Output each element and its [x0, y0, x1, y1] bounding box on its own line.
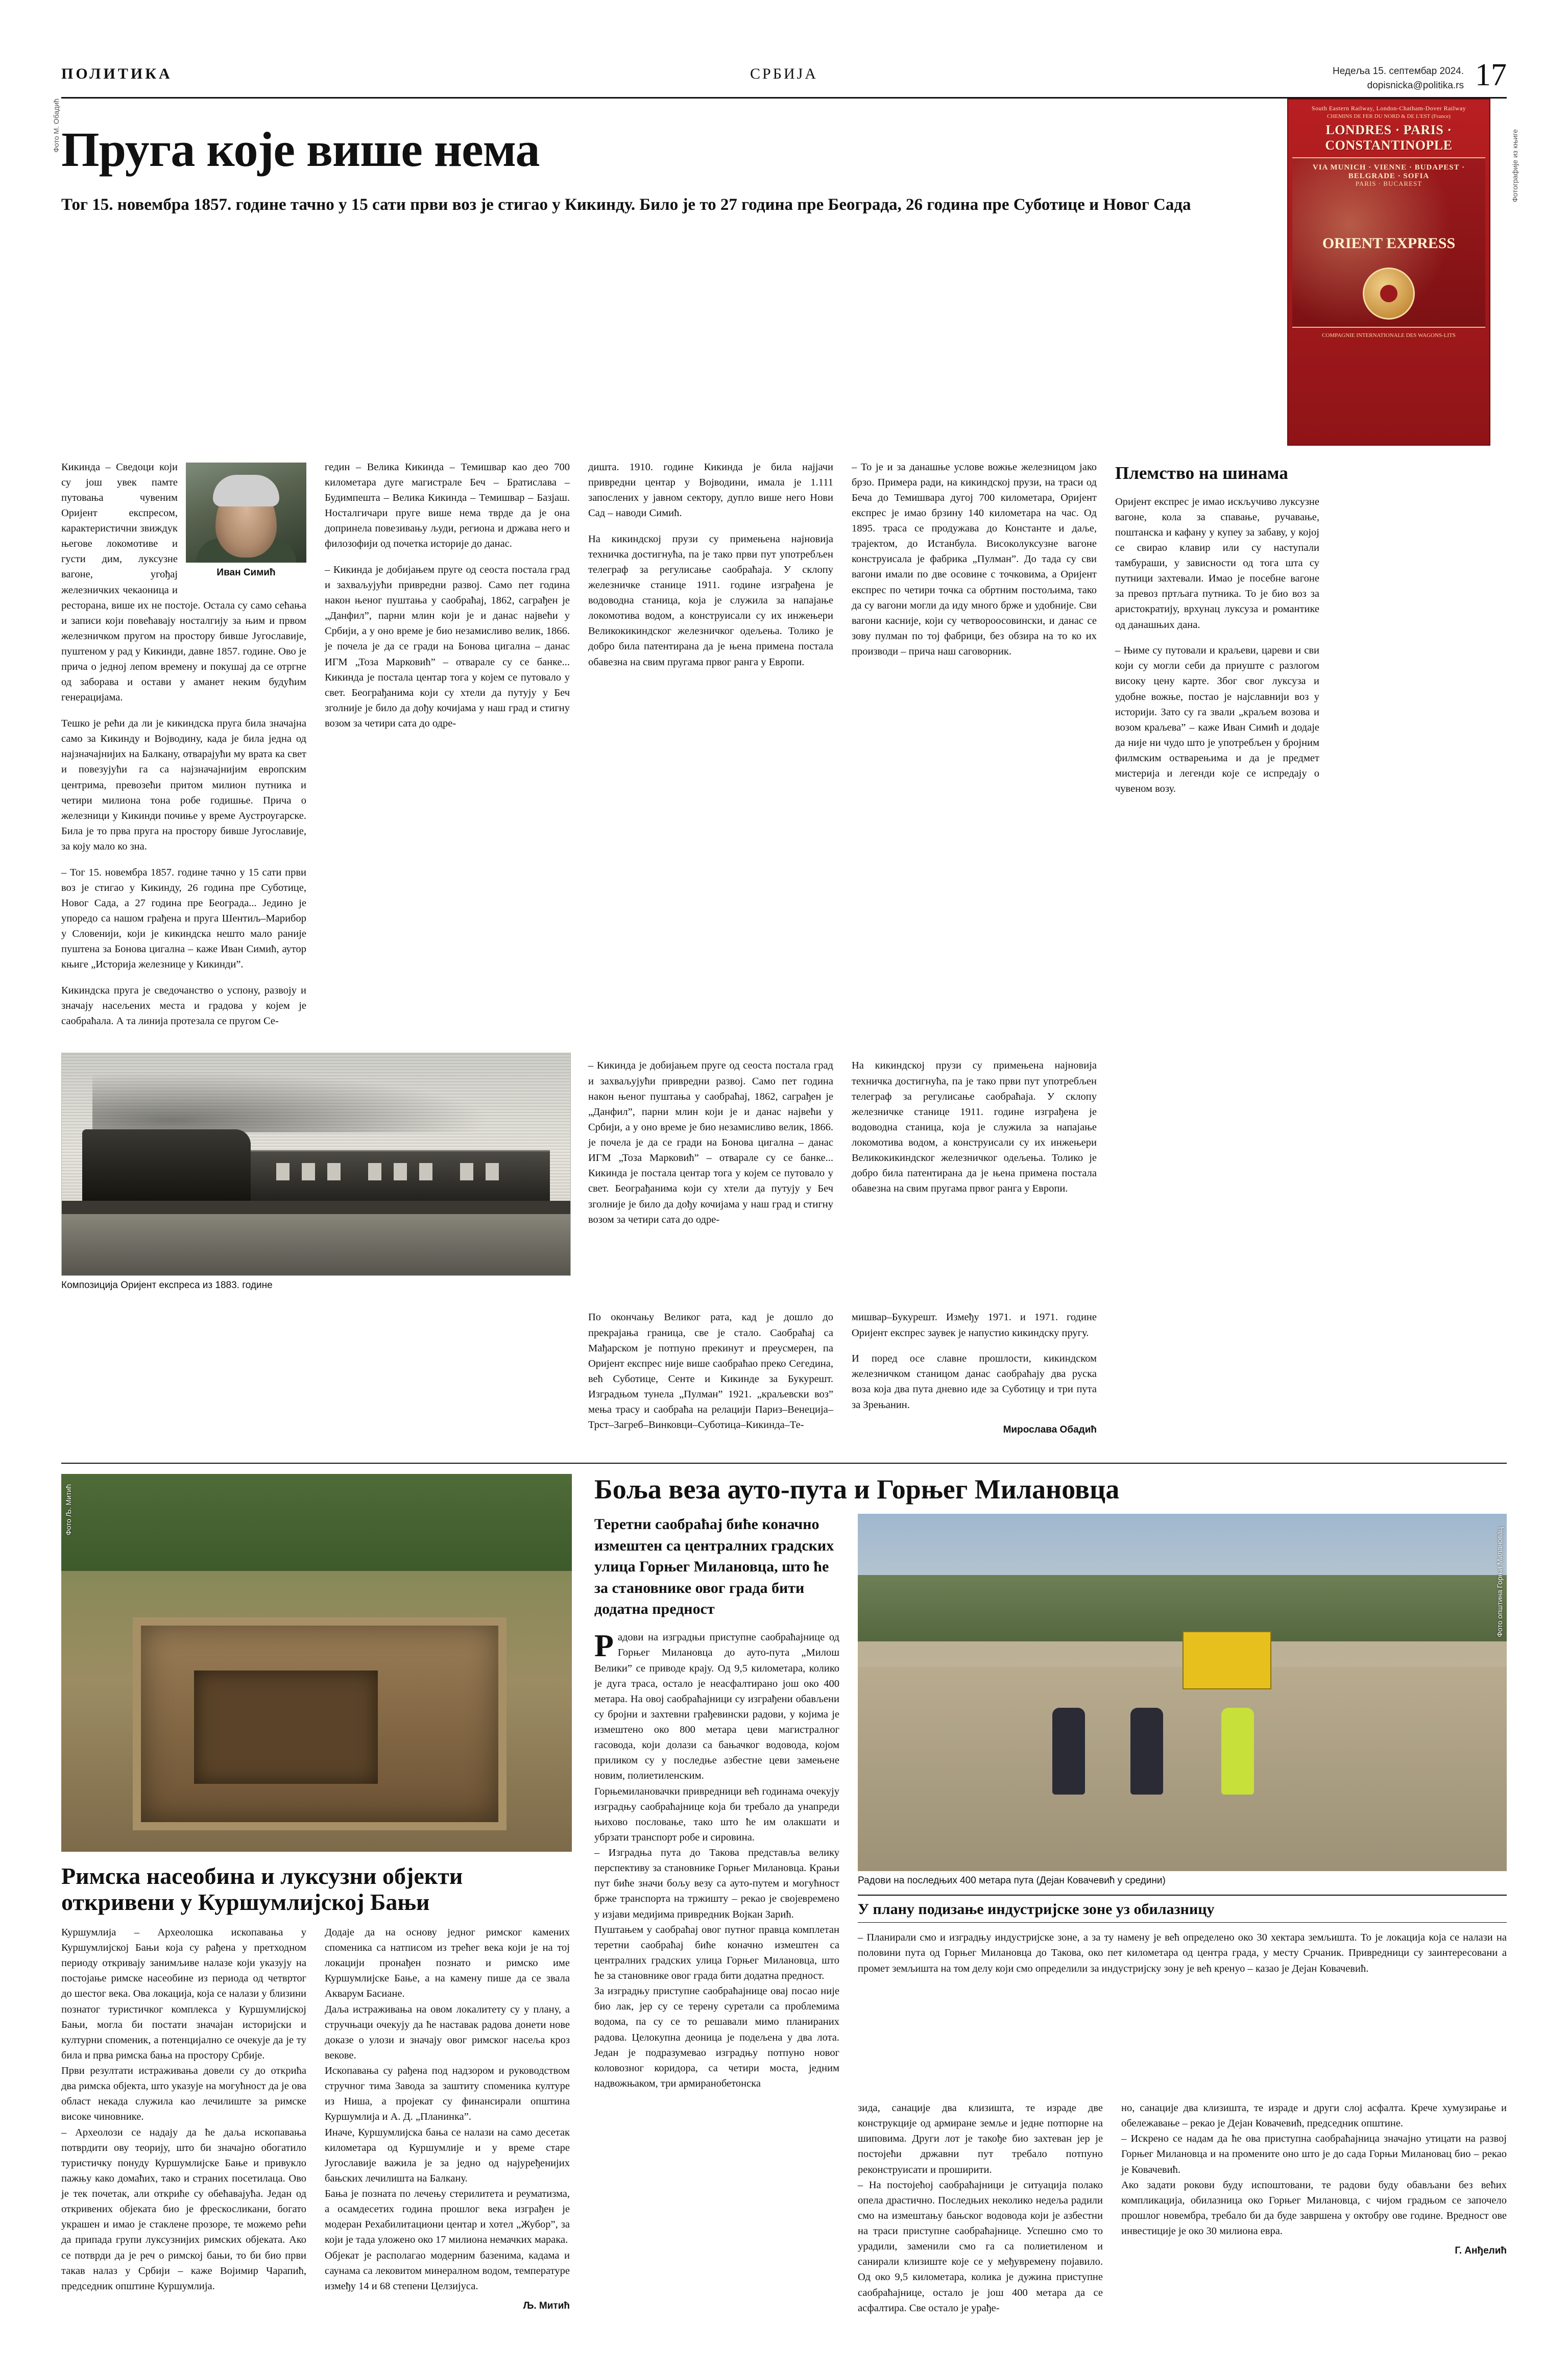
paragraph: гедин – Велика Кикинда – Темишвар као део 700 километара дуге магистрале Беч – Братислава – Будимпешта – Велика Кикинда – Темишвар – Базјаш. Носталгичари пруге више нема тврде да је она допринела повезивању људи, региона и држава него и филозофији од почетка историје до данас.	[325, 461, 570, 550]
closing-column-1-body	[588, 1310, 833, 1433]
paragraph: – Њиме су путовали и краљеви, цареви и сви који су могли себи да приуште с разлогом високу цену карте. Због свог луксуза и удобне вожње, постао је најславнији воз у историји. Зато су га звали „краљем возова и возом краљева” – каже Иван Симић и додаје да није ни чудо што је употребљен у бројним филмским остварењима и да је предмет мистерија и легенди које се испредају о чувеном возу.	[1115, 645, 1319, 795]
poster-title: LONDRES · PARIS · CONSTANTINOPLE	[1325, 123, 1453, 153]
portrait-caption: Иван Симић	[216, 567, 276, 578]
paragraph: За изградњу приступне саобраћајнице овај посао није био лак, јер су се терену суретали са проблемима водома, па су се то решавали мимо планираних радова. Целокупна деоница је подељена у два лота. Један је подразумевао изградњу потпуно новог коловозног коридора, са четири моста, једним надвожњаком, три армиранобетонска	[594, 1985, 839, 2089]
article-byline: Мирослава Обадић	[1003, 1424, 1097, 1436]
page-number: 17	[1475, 58, 1507, 92]
masthead-section: СРБИЈА	[750, 65, 818, 82]
paragraph: Ископавања су рађена под надзором и руководством стручног тима Завода за заштиту споменика културе из Ниша, а пројекат су финансирали општина Куршумлија и А. Д. „Планинка”.	[325, 2065, 570, 2123]
paragraph: Први резултати истраживања довели су до открића два римска објекта, што указује на могућност да је ова област некада служила као лечилиште за римске високе чиновнике.	[61, 2065, 306, 2123]
sidebar-title: Племство на шинама	[1115, 463, 1288, 483]
poster-route: VIA MUNICH · VIENNE · BUDAPEST · BELGRADE · SOFIA	[1312, 163, 1465, 180]
road-right-column	[858, 1514, 1507, 2091]
road-box-title: У плану подизање индустријске зоне уз обилазницу	[858, 1895, 1507, 1923]
paragraph: – Изградња пута до Такова представља велику перспективу за становнике Горњег Милановца. Крањи пут биће значи бољу везу са ауто-путем и могућност брже транспорта на тржишту – рекао је својевремено у изјави медијима привредник Војкан Зарић.	[594, 1847, 839, 1920]
paragraph: но, санације два клизишта, те израде и други слој асфалта. Крече хумузирање и обележавање – рекао је Дејан Ковачевић, председник општине.	[1121, 2102, 1507, 2129]
paragraph: По окончању Великог рата, кад је дошло до прекрајања граница, све је стало. Саобраћај са Мађарском је потпуно прекинут и преусмерен, па Оријент експрес није више саобраћао преко Сегедина, већ Суботице, Сенте и Кикинде за Букурешт. Изградњом тунела „Пулман” 1921. „краљевски воз” мења трасу и саобраћа на релацији Париз–Венеција–Трст–Загреб–Винковци–Суботица–Кикинда–Те-	[588, 1312, 833, 1431]
paragraph: – На постојећој саобраћајници је ситуација полако опела драстично. Последњих неколико недеља радили смо на измештању бањског водовода који је азбестни на траси приступне саобраћајнице. Успешно смо то урадили, заменили смо га са полиетиленом и санирали клизиште које се у међувремену појавило. Од око 9,5 километара, колика је дужина приступне саобраћајнице, остало је још 400 метара да се асфалтира. Све остало је урађе-	[858, 2179, 1103, 2314]
paragraph: – То је и за данашње услове вожње железницом јако брзо. Примера ради, на кикиндској прузи, на траси од Беча до Темишвара дугој 700 километара, Оријент експрес је имао брзину 140 километара на час. Од 1895. траса се продужава до Константе и даље, трајектом, до Истанбула. Високолуксузне вагоне конструисала је фабрика „Пулман”. До тада су сви вагони имали по две осовине с точковима, а Оријент експрес по четири точка са обртним постољима, тако да су вагони могли да иду много брже и удобније. Сви вагони касније, који су четвороосовински, и данас се зову пулман по тој фабрици, без обзира на то ко их производи – прича наш саговорник.	[852, 461, 1097, 657]
poster-credit: Фотографије из књиге	[1511, 129, 1519, 203]
road-body-1	[594, 1630, 839, 1783]
road-photo-credit: Фото општина Горњи Милановац	[1495, 1527, 1504, 1637]
poster-brand: ORIENT EXPRESS	[1322, 235, 1456, 252]
poster-footer: COMPAGNIE INTERNATIONALE DES WAGONS-LITS	[1322, 332, 1456, 338]
lower-column-1-body	[588, 1058, 833, 1227]
closing-column-1	[588, 1299, 833, 1443]
road-headline: Боља веза ауто-пута и Горњег Милановца	[594, 1473, 1120, 1505]
lower-column-2	[852, 1048, 1097, 1291]
column-2	[325, 449, 570, 1039]
paragraph: Ако задати рокови буду испоштовани, те радови буду обављани без већих компликација, обилазница око Горњег Милановца, с чијом градњом се започело прошлог новембра, требало би да буде завршена у октобру ове године. Вредност ове инвестиције је око 30 милиона евра.	[1121, 2179, 1507, 2237]
closing-column-2-body	[852, 1310, 1097, 1437]
article-road	[594, 1474, 1507, 2316]
archeology-columns	[61, 1925, 572, 2313]
paragraph: Кикиндска пруга је сведочанство о успону, развоју и значају насељених места и градова у којем је саобраћала. А та линија протезала се пругом Се-	[61, 985, 306, 1027]
paragraph: Додаје да на основу једног римског камених споменика са натписом из трећег века који је на тој локацији пронађен познато и римско име Куршумлијске Бање, а на камену пише да се звала Акварум Басиане.	[325, 1926, 570, 2000]
article-pruga	[52, 99, 1519, 1443]
person-figure	[1130, 1708, 1163, 1795]
column-4	[852, 449, 1097, 1039]
poster-cities: PARIS · BUCAREST	[1355, 180, 1422, 187]
column-2-body	[325, 459, 570, 732]
article-standfirst: Тог 15. новембра 1857. године тачно у 15 сати први воз је стигао у Кикинду. Било је то 27 година пре Београда, 26 година пре Суботице и Новог Сада	[61, 195, 1191, 214]
portrait-image	[186, 463, 306, 563]
sidebar-body	[1115, 494, 1319, 797]
paragraph: – Кикинда је добијањем пруге од сеоста постала град и захваљујући привредни развој. Само пет година након њеног пуштања у саобраћај, 1862, саграђен је „Данфил”, парни млин који је и данас највећи у Србији, а у оно време је био незамисливо велик, 1866. је почела је да се гради на Бонова цигална – данас ИГМ „Тоза Марковић” – отварале су се банке... Кикинда је постала центар тога у којем се путовало у свет. Београђанима који су хтели да путују у Беч зголније је било да дођу кочијама у наш град и стигну возом за четири сата до одре-	[588, 1060, 833, 1225]
closing-row	[61, 1299, 1507, 1443]
person-figure	[1052, 1708, 1085, 1795]
article-archeology	[61, 1474, 572, 2316]
paragraph: Иначе, Куршумлијска бања се налази на само десетак километара од Куршумлије и у време старе Југославије важила је за једно од најуређенијих бањских лечилишта на Балкану.	[325, 2126, 570, 2184]
engraving-locomotive	[82, 1129, 251, 1201]
archeology-byline: Љ. Митић	[523, 2300, 570, 2311]
paragraph: – Тог 15. новембра 1857. године тачно у 15 сати први воз је стигао у Кикинду, 26 година пре Суботице, Новог Сада, а 27 година пре Београда... Једино је упоредо са нашом грађена и пруга Шентиљ–Марибор у Словенији, који је кикиндска нешто мало раније пуштена за Бонова цигална – каже Иван Симић, аутор књиге „Историја железнице у Кикинди”.	[61, 866, 306, 971]
road-byline: Г. Анђелић	[1455, 2245, 1507, 2257]
masthead	[61, 58, 1507, 99]
photo-road-surface	[858, 1667, 1507, 1871]
column-3-body	[588, 459, 833, 670]
lower-columns	[588, 1048, 1507, 1291]
paragraph: Бања је позната по лечењу стерилитета и реуматизма, а осамдесетих година прошлог века изграђен је модеран Рехабилитациони центар и хотел „Жубор”, за који је тада уложено око 17 милиона немачких марака.	[325, 2188, 570, 2246]
lower-section	[61, 1474, 1507, 2316]
road-photo	[858, 1514, 1507, 1871]
section-divider	[61, 1463, 1507, 1464]
orient-express-poster-image	[1287, 99, 1490, 446]
masthead-logo: ПОЛИТИКА	[61, 65, 173, 82]
engraving-smoke	[92, 1071, 491, 1132]
orient-express-poster-figure	[1287, 99, 1519, 446]
road-body-1b	[594, 1784, 839, 2092]
archeology-column-1	[61, 1925, 306, 2313]
train-engraving-image	[61, 1053, 571, 1276]
paragraph: зида, санације два клизишта, те израде две конструкције од армиране земље и једне потпорне на шиповима. Други лот је такође био захтеван јер је постојећи државни пут требало потпуно реконструисати и проширити.	[858, 2102, 1103, 2175]
engraving-ground	[62, 1206, 570, 1275]
archeology-headline: Римска насеобина и луксузни објекти откривени у Куршумлијској Бањи	[61, 1862, 463, 1916]
poster-line1: South Eastern Railway, London-Chatham-Dover Railway	[1311, 105, 1466, 112]
paragraph: Горњемилановачки привредници већ годинама очекују изградњу саобраћајнице која би требало да унапреди њихово пословање, тако што ће им олакшати и убрзати транспорт робе и сировина.	[594, 1785, 839, 1843]
column-5-sidebar	[1115, 449, 1319, 1039]
column-3	[588, 449, 833, 1039]
poster-crest-icon	[1363, 268, 1415, 320]
paragraph: На кикиндској прузи су примењена најновија техничка достигнућа, па је тако први пут употребљен телеграф за регулисање саобраћаја. У склопу железничке станице 1911. године изграђена је водоводна станица, која је служила за напајање локомотива водом, а конструисали су их инжењери Великокикиндског железничког одељења. Толико је добро била патентирана да је њена примена постала обавезна на свим пругама првог ранга у Европи.	[852, 1060, 1097, 1195]
train-caption: Композиција Оријент експреса из 1883. године	[61, 1279, 273, 1291]
masthead-email: dopisnicka@politika.rs	[1367, 80, 1464, 91]
road-column-2	[594, 2100, 839, 2316]
archeology-column-2	[325, 1925, 570, 2313]
paragraph: Кикинда – Сведоци који су још увек памте путовања чувеним Оријент експресом, карактеристични звиждук његове локомотиве и густи дим, луксузне вагоне, угођај железничких чекаоница и ресторана, више их не постоје. Остала су само сећања и записи који повећавају носталгију за њим и првом железничком пругом на простору бивше Југославије, пуштеном у рад у Кикинди, давне 1857. године. Ово је прича о једној лепом времену и покушај да се отргне од заборава и остави у аманет неким будућим генерацијама.	[61, 461, 306, 704]
lower-column-1	[588, 1048, 833, 1291]
road-box-body	[858, 1930, 1507, 1976]
page-title: Пруга које више нема	[61, 122, 540, 177]
excavation-inner-pit	[194, 1670, 378, 1784]
road-standfirst: Теретни саобраћај биће коначно измештен са централних градских улица Горњег Милановца, што ће за становнике овог града бити додатна предност	[594, 1516, 834, 1617]
poster-line2: CHEMINS DE FER DU NORD & DE L'EST (France)	[1327, 113, 1451, 119]
excavator-icon	[1183, 1631, 1271, 1689]
poster-artwork	[1292, 157, 1485, 328]
train-figure	[61, 1048, 570, 1291]
lower-column-2-body	[852, 1058, 1097, 1196]
paragraph: Радови на изградњи приступне саобраћајнице од Горњег Милановца до ауто-пута „Милош Велики” се приводе крају. Од 9,5 километара, колико је дуга траса, остало је неасфалтирано још око 400 метара. На овој саобраћајници су изграђени обављени су бројни и захтевни грађевински радови, у којима је измештено око 800 метара цеви магистралног гасовода, који долази са бањачког водовода, којом приликом су у последње азбестне цеви замењене новим, полиетиленским.	[594, 1629, 839, 1782]
closing-column-2	[852, 1299, 1097, 1443]
photo-treeline	[61, 1474, 572, 1571]
paragraph: Куршумлија – Археолошка ископавања у Куршумлијској Бањи која су рађена у претходном периоду откривају занимљиве налазе који указују на постојање римске насеобине из периода од четвртог до шестог века. Ова локација, која се налази у близини познатог туристичког комплекса у Куршумлијској Бањи, могла би постати значајан историјски и културни споменик, а потенцијално се очекује да је ту била и прва римска бања на простору Србије.	[61, 1926, 306, 2061]
paragraph: – Искрено се надам да ће ова приступна саобраћајница значајно утицати на развој Горњег Милановца и на промените оно што је до сада Горњи Милановац био – рекао је Ковачевић.	[1121, 2133, 1507, 2175]
paragraph: Тешко је рећи да ли је кикиндска пруга била значајна само за Кикинду и Војводину, када је била једна од најзначајнијих на Балкану, отварајући му врата ка свет и повезујући га са најзначајнијим европским центрима, превозећи притом милион путника и четири милиона тона робе годишње. Прича о железници у Кикинди почиње у време Аустроугарске. Била је то прва пруга на простору бивше Југославије, за коју мало ко зна.	[61, 718, 306, 852]
portrait-hair	[213, 475, 279, 506]
newspaper-page	[0, 58, 1568, 2373]
page-content	[52, 99, 1519, 2316]
road-column-3	[858, 2100, 1103, 2316]
paragraph: Пуштањем у саобраћај овог путног правца комплетан теретни саобраћај биће коначно измештен са централних градских улица Горњег Милановца, што ће за становнике овог града бити додатна предност.	[594, 1924, 839, 1982]
paragraph: Даља истраживања на овом локалитету су у плану, а стручњаци очекују да ће наставак радова донети нове доказе о улози и значају овог римског насеља кроз векове.	[325, 2003, 570, 2061]
column-4-body	[852, 459, 1097, 660]
engraving-bridge	[62, 1201, 570, 1214]
paragraph: И поред осе славне прошлости, кикиндском железничком станицом данас саобраћају два руска воза која два пута дневно иде за Суботицу и три пута за Зрењанин.	[852, 1353, 1097, 1411]
archeology-photo	[61, 1474, 572, 1852]
person-figure-vest	[1221, 1708, 1254, 1795]
road-bottom	[594, 2100, 1507, 2316]
road-photo-caption: Радови на последњих 400 метара пута (Дејан Ковачевић у средини)	[858, 1875, 1166, 1886]
paragraph: Оријент експрес је имао искључиво луксузне вагоне, кола за спавање, ручавање, поштанска и кафану у купеу за забаву, у којој се свирао клавир или су наступали тамбураши, у зависности од тога шта су путници захтевали. Имао је посебне вагоне за превоз пртљага путника. То је био воз за аристократију, врхунац луксуза и романтике од данашњих дана.	[1115, 496, 1319, 631]
archeology-photo-credit: Фото Љ. Митић	[64, 1484, 73, 1536]
portrait-credit: Фото М. Обадић	[52, 99, 60, 153]
paragraph: дишта. 1910. године Кикинда је била најјачи привредни центар у Војводини, имала је 1.111 запослених у јавном сектору, дупло више него Нови Сад – наводи Симић.	[588, 461, 833, 519]
paragraph: мишвар–Букурешт. Између 1971. и 1971. године Оријент експрес заувек је напустио кикиндску пругу.	[852, 1312, 1097, 1339]
paragraph: – Археолози се надају да ће даља ископавања потврдити ову теорију, што би значајно обогатило туристичку понуду Куршумлијске Бање и привукло пажњу како домаћих, тако и страних посетилаца. Ово је тек почетак, али откриће су обећавајућа. Један од откривених објеката био је фрескосликани, богато украшен и имао је стаклене прозоре, те можемо рећи да припада групи луксузнијих римских објеката. Ако се потврди да је реч о римској бањи, то би био први такав налаз у Србији – каже Војимир Чарапић, председник општине Куршумлија.	[61, 2126, 306, 2292]
masthead-date: Недеља 15. септембар 2024.	[1333, 66, 1464, 77]
paragraph: Објекат је располагао модерним базенима, кадама и саунама са лековитом минералном водом, температуре између 14 и 68 степени Целзијуса.	[325, 2249, 570, 2292]
paragraph: На кикиндској прузи су примењена најновија техничка достигнућа, па је тако први пут употребљен телеграф за регулисање саобраћаја. У склопу железничке станице 1911. године изграђена је водоводна станица, која је служила за напајање локомотива водом, а конструисали су их инжењери Великокикиндског железничког одељења. Толико је добро била патентирана да је њена примена постала обавезна на свим пругама првог ранга у Европи.	[588, 533, 833, 668]
paragraph: – Планирали смо и изградњу индустријске зоне, а за ту намену је већ определено око 30 хектара земљишта. То је локација која се налази на половини пута од Горњег Милановца до Такова, око пет километара од центра града, у месту Срчаник. Привредници су заинтересовани а промет земљишта на том делу који смо определили за индустријску зону је већ кренуо – казао је Дејан Ковачевић.	[858, 1932, 1507, 1974]
road-left-column	[594, 1514, 839, 2091]
road-column-4	[1121, 2100, 1507, 2316]
road-top	[594, 1514, 1507, 2091]
article-lower	[61, 1048, 1507, 1291]
paragraph: – Кикинда је добијањем пруге од сеоста постала град и захваљујући привредни развој. Само пет година након њеног пуштања у саобраћај, 1862, саграђен је „Данфил”, парни млин који је и данас највећи у Србији, а у оно време је био незамисливо велик, 1866. је почела је да се гради на Бонова цигална – данас ИГМ „Тоза Марковић” – отварале су се банке... Кикинда је постала центар тога у којем се путовало у свет. Београђанима који су хтели да путују у Беч зголније је било да дођу кочијама у наш град и стигну возом за четири сата до одре-	[325, 564, 570, 729]
